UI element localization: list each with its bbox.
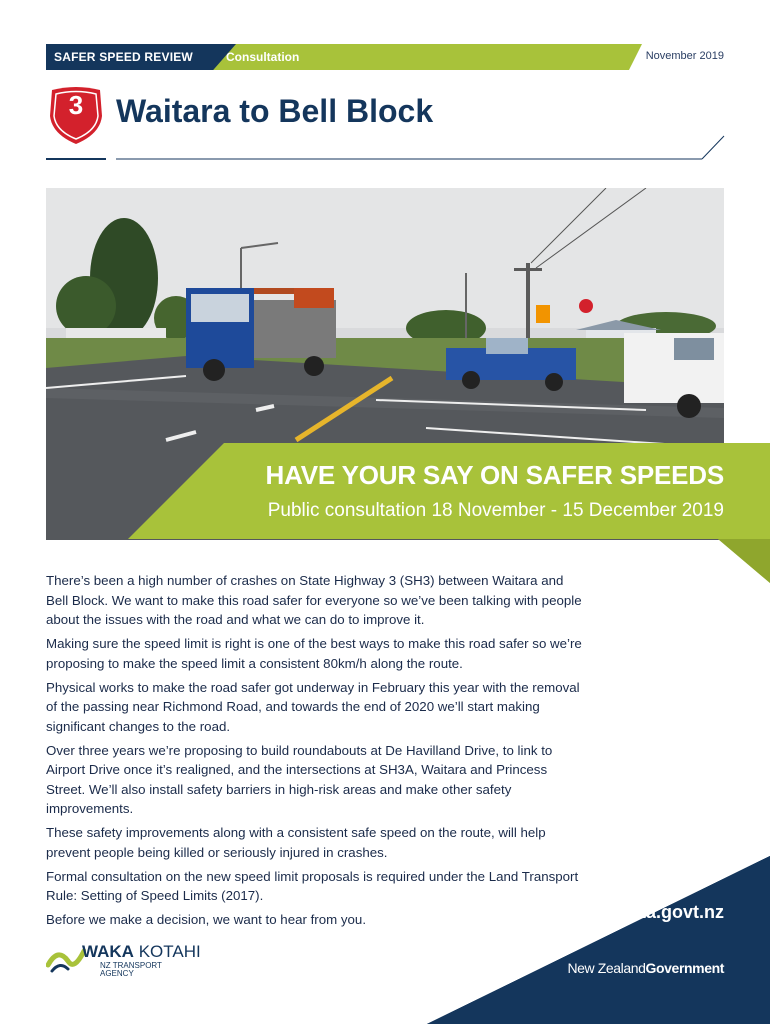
logo-sub-line1: NZ TRANSPORT bbox=[100, 961, 162, 970]
body-paragraph: These safety improvements along with a consistent safe speed on the route, will help prevent people being killed or seriously injured in crashes. bbox=[46, 825, 546, 860]
highway-number: 3 bbox=[68, 90, 84, 120]
body-paragraph: Before we make a decision, we want to hear from you. bbox=[46, 912, 367, 927]
stage-label: Consultation bbox=[226, 50, 300, 64]
body-paragraph: Physical works to make the road safer got underway in February this year with the removal of the passing near Richmond Road, and towards the end of 2020 we’ll start making significant changes to the road. bbox=[46, 679, 580, 734]
logo-subtitle bbox=[100, 962, 162, 978]
title-underline bbox=[46, 126, 726, 162]
banner-headline: HAVE YOUR SAY ON SAFER SPEEDS bbox=[265, 460, 724, 490]
page-title: Waitara to Bell Block bbox=[116, 93, 434, 129]
gov-logo-bold: Government bbox=[645, 960, 724, 976]
body-paragraph: Over three years we’re proposing to build roundabouts at De Havilland Drive, to link to Airport Drive once it’s realigned, and the intersections at SH3A, Waitara and Princess Street. We’ll also install safety barriers in high-risk areas and make other safety improvements. bbox=[46, 742, 553, 816]
body-paragraph: Making sure the speed limit is right is one of the best ways to make this road safer so we’re proposing to make the speed limit a consistent 80km/h along the route. bbox=[46, 636, 582, 671]
body-paragraph: Formal consultation on the new speed limit proposals is required under the Land Transport Rule: Setting of Speed Limits (2017). bbox=[46, 868, 579, 903]
review-label: SAFER SPEED REVIEW bbox=[54, 50, 193, 64]
nz-government-logo bbox=[567, 960, 724, 976]
website-link[interactable]: nzta.govt.nz bbox=[620, 902, 724, 922]
logo-word-kotahi: KOTAHI bbox=[138, 942, 201, 961]
body-paragraph: There’s been a high number of crashes on State Highway 3 (SH3) between Waitara and Bell Block. We want to make this road safer for everyone so we’ve been talking with people about the issues with the road and what we can do to improve it. bbox=[46, 573, 582, 627]
logo-sub-line2: AGENCY bbox=[100, 969, 134, 978]
footer-navy-panel bbox=[427, 856, 770, 1024]
issue-date: November 2019 bbox=[645, 50, 724, 62]
waka-kotahi-logo-icon bbox=[46, 943, 86, 979]
banner-subline: Public consultation 18 November - 15 December 2019 bbox=[267, 500, 724, 521]
gov-logo-light: New Zealand bbox=[567, 960, 646, 976]
logo-word-waka: WAKA bbox=[82, 942, 134, 961]
logo-wordmark bbox=[82, 942, 201, 962]
